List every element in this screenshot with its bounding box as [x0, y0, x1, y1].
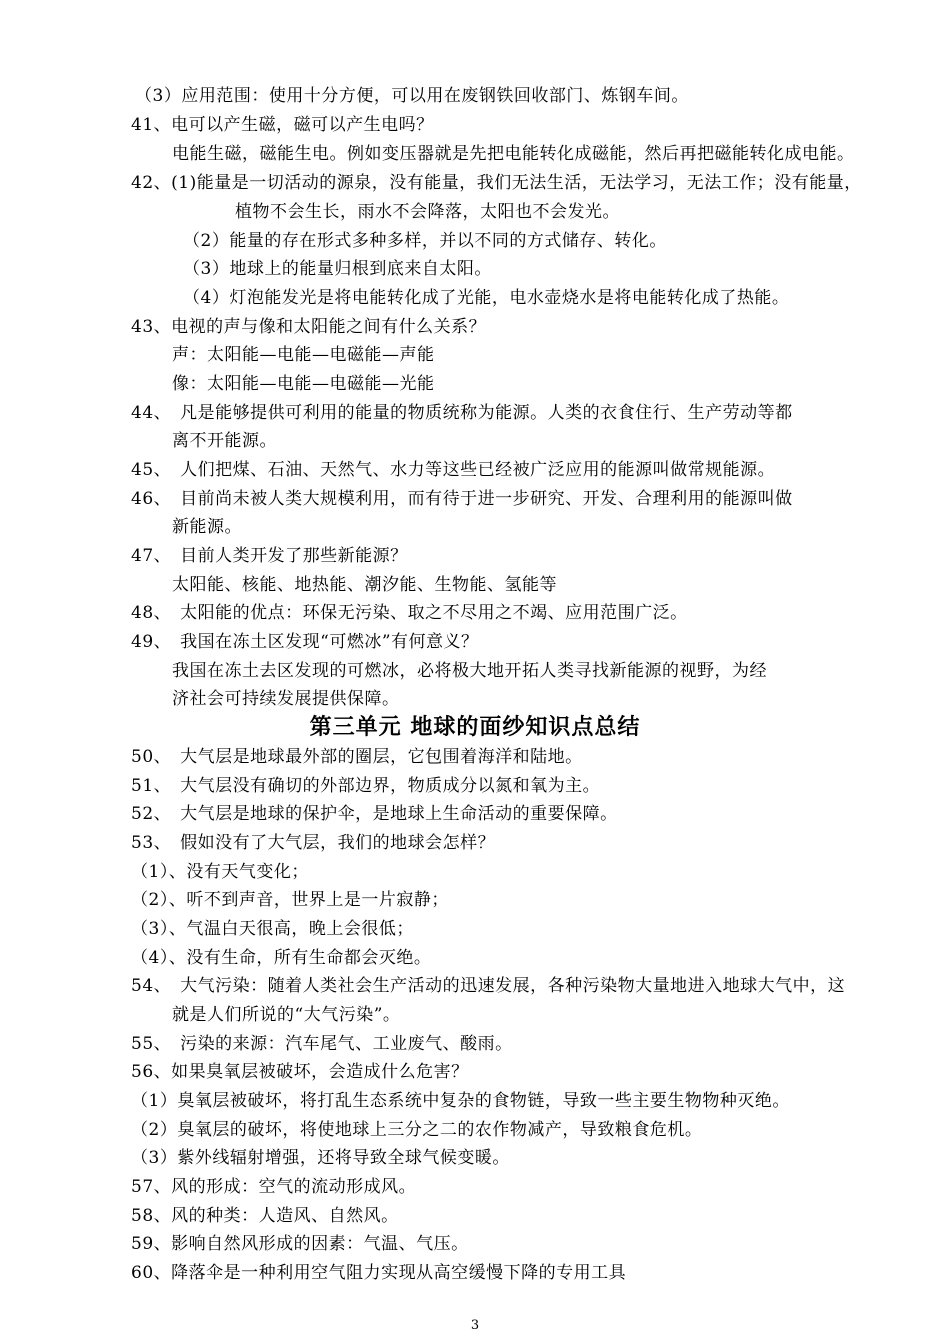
line-42-3: （3）地球上的能量归根到底来自太阳。 [183, 259, 492, 279]
line-53-1: （1）、没有天气变化； [131, 862, 309, 882]
line-43-sound: 声：太阳能—电能—电磁能—声能 [172, 345, 435, 365]
line-44: 44、 凡是能够提供可利用的能量的物质统称为能源。人类的衣食住行、生产劳动等都 [131, 403, 793, 423]
line-47: 47、 目前人类开发了那些新能源？ [131, 546, 408, 566]
line-54-cont: 就是人们所说的“大气污染”。 [172, 1005, 401, 1025]
line-43-image: 像：太阳能—电能—电磁能—光能 [172, 374, 435, 394]
line-42-4: （4）灯泡能发光是将电能转化成了光能，电水壶烧水是将电能转化成了热能。 [183, 288, 790, 308]
line-57: 57、风的形成：空气的流动形成风。 [131, 1177, 417, 1197]
line-54: 54、 大气污染：随着人类社会生产活动的迅速发展，各种污染物大量地进入地球大气中，这 [131, 976, 846, 996]
line-48: 48、 太阳能的优点：环保无污染、取之不尽用之不竭、应用范围广泛。 [131, 603, 688, 623]
line-50: 50、 大气层是地球最外部的圈层，它包围着海洋和陆地。 [131, 747, 583, 767]
line-58: 58、风的种类：人造风、自然风。 [131, 1206, 399, 1226]
line-56: 56、如果臭氧层被破坏，会造成什么危害？ [131, 1062, 469, 1082]
line-46-cont: 新能源。 [172, 517, 242, 537]
line-42-2: （2）能量的存在形式多种多样，并以不同的方式储存、转化。 [183, 231, 667, 251]
line-43: 43、电视的声与像和太阳能之间有什么关系？ [131, 317, 487, 337]
line-49-answer-cont: 济社会可持续发展提供保障。 [172, 689, 400, 709]
line-41-answer: 电能生磁，磁能生电。例如变压器就是先把电能转化成磁能，然后再把磁能转化成电能。 [172, 144, 855, 164]
page-number: 3 [470, 1318, 480, 1333]
line-53-2: （2）、听不到声音，世界上是一片寂静； [131, 890, 449, 910]
line-46: 46、 目前尚未被人类大规模利用，而有待于进一步研究、开发、合理利用的能源叫做 [131, 489, 793, 509]
line-56-3: （3）紫外线辐射增强，还将导致全球气候变暖。 [131, 1148, 510, 1168]
line-56-1: （1）臭氧层被破坏，将打乱生态系统中复杂的食物链，导致一些主要生物物种灭绝。 [131, 1091, 790, 1111]
line-42-1: 42、(1)能量是一切活动的源泉，没有能量，我们无法生活，无法学习，无法工作；没有能量， [131, 173, 862, 193]
line-59: 59、影响自然风形成的因素：气温、气压。 [131, 1234, 469, 1254]
section-title: 第三单元 地球的面纱知识点总结 [309, 714, 641, 740]
line-47-answer: 太阳能、核能、地热能、潮汐能、生物能、氢能等 [172, 575, 557, 595]
line-52: 52、 大气层是地球的保护伞，是地球上生命活动的重要保障。 [131, 804, 618, 824]
line-53: 53、 假如没有了大气层，我们的地球会怎样？ [131, 833, 496, 853]
line-51: 51、 大气层没有确切的外部边界，物质成分以氮和氧为主。 [131, 776, 601, 796]
line-56-2: （2）臭氧层的破坏，将使地球上三分之二的农作物减产，导致粮食危机。 [131, 1120, 703, 1140]
line-53-4: （4）、没有生命，所有生命都会灭绝。 [131, 948, 432, 968]
line-45: 45、 人们把煤、石油、天然气、水力等这些已经被广泛应用的能源叫做常规能源。 [131, 460, 776, 480]
line-60: 60、降落伞是一种利用空气阻力实现从高空缓慢下降的专用工具 [131, 1263, 627, 1283]
line-55: 55、 污染的来源：汽车尾气、工业废气、酸雨。 [131, 1034, 513, 1054]
line-44-cont: 离不开能源。 [172, 431, 277, 451]
line-40-3: （3）应用范围：使用十分方便，可以用在废钢铁回收部门、炼钢车间。 [135, 86, 689, 106]
line-53-3: （3）、气温白天很高，晚上会很低； [131, 919, 414, 939]
line-49: 49、 我国在冻土区发现“可燃冰”有何意义？ [131, 632, 479, 652]
line-42-1-cont: 植物不会生长，雨水不会降落，太阳也不会发光。 [235, 202, 620, 222]
line-49-answer: 我国在冻土去区发现的可燃冰，必将极大地开拓人类寻找新能源的视野，为经 [172, 661, 767, 681]
line-41: 41、电可以产生磁，磁可以产生电吗？ [131, 115, 434, 135]
